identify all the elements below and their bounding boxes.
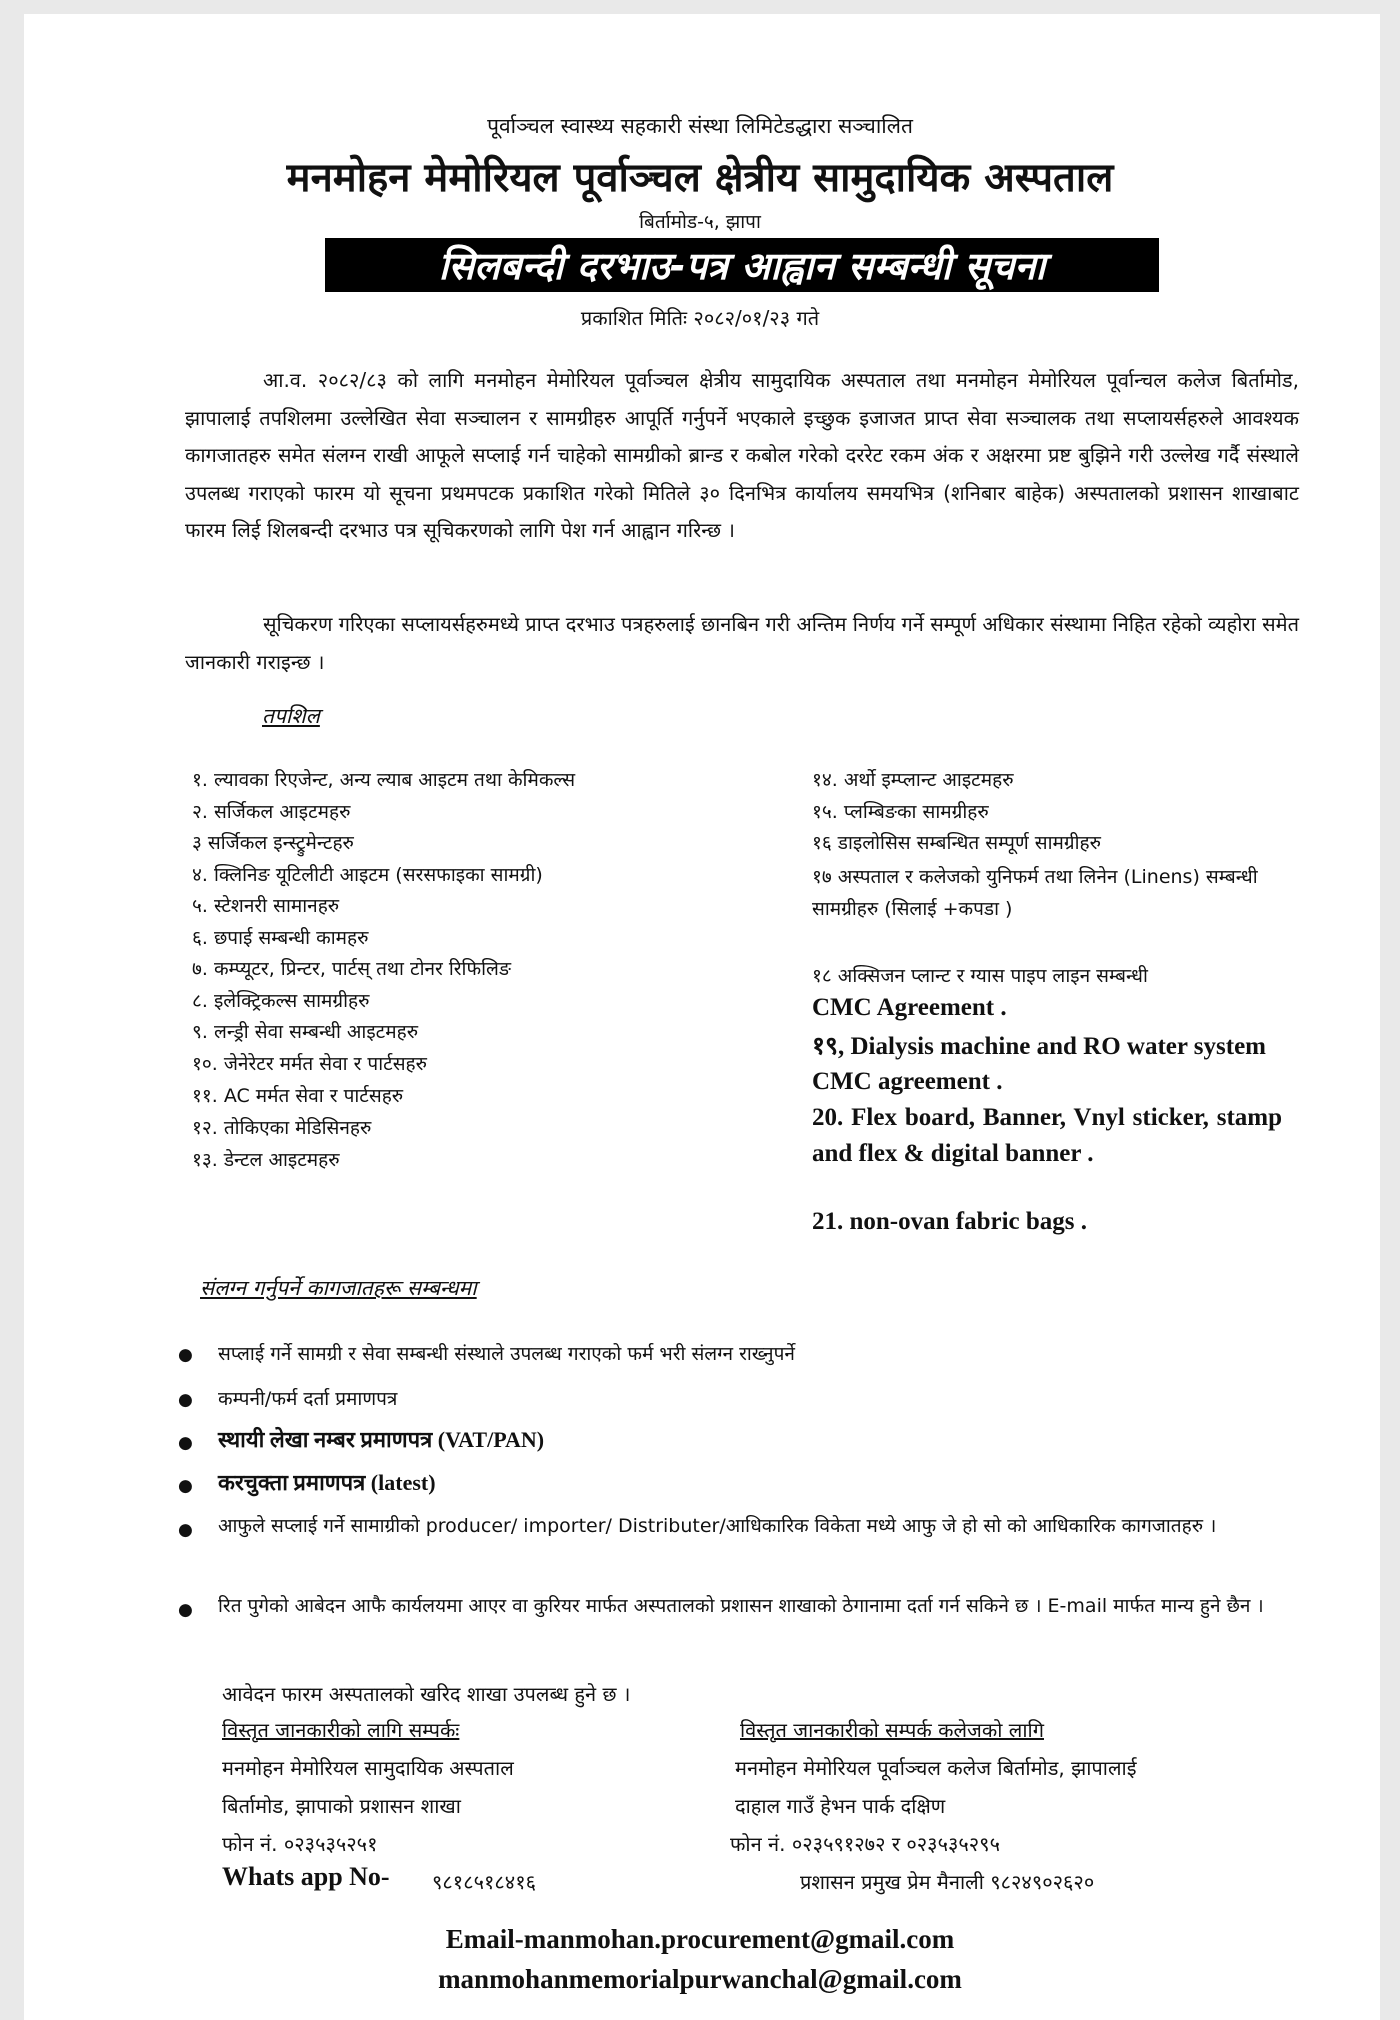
- hospital-phone: फोन नं. ०२३५३५२५१: [222, 1832, 378, 1856]
- list-item: १४. अर्थो इम्प्लान्ट आइटमहरु: [812, 769, 1014, 791]
- list-item: १. ल्यावका रिएजेन्ट, अन्य ल्याब आइटम तथा केमिकल्स: [192, 769, 576, 791]
- document-item: करचुक्ता प्रमाणपत्र (latest): [218, 1470, 436, 1495]
- college-contact-heading: विस्तृत जानकारीको सम्पर्क कलेजको लागि: [740, 1718, 1044, 1742]
- memorial-email: manmohanmemorialpurwanchal@gmail.com: [438, 1964, 962, 1994]
- list-item: 20. Flex board, Banner, Vnyl sticker, stamp and flex & digital banner .: [812, 1104, 1282, 1167]
- list-item: १८ अक्सिजन प्लान्ट र ग्यास पाइप लाइन सम्बन्धी: [812, 965, 1148, 987]
- notice-banner: सिलबन्दी दरभाउ-पत्र आह्वान सम्बन्धी सूचना: [325, 238, 1159, 292]
- hospital-contact-line: बिर्तामोड, झापाको प्रशासन शाखा: [222, 1794, 461, 1818]
- bullet-icon: ●: [178, 1476, 193, 1496]
- intro-paragraph-text: आ.व. २०८२/८३ को लागि मनमोहन मेमोरियल पूर्वाञ्चल क्षेत्रीय सामुदायिक अस्पताल तथा मनमोहन मेमोरियल पूर्वान्चल कलेज बिर्तामोड, झापालाई तपशिलमा उल्लेखित सेवा सञ्चालन र सामग्रीहरु आपूर्ति गर्नुपर्ने भएकाले इच्छुक इजाजत प्राप्त सेवा सञ्चालक तथा सप्लायर्सहरुले आवश्यक कागजातहरु समेत संलग्न राखी आफूले सप्लाई गर्न चाहेको सामग्रीको ब्रान्ड र कबोल गरेको दररेट रकम अंक र अक्षरमा प्रष्ट बुझिने गरी उल्लेख गर्दै संस्थाले उपलब्ध गराएको फारम यो सूचना प्रथमपटक प्रकाशित गरेको मितिले ३० दिनभित्र कार्यालय समयभित्र (शनिबार बाहेक) अस्पतालको प्रशासन शाखाबाट फारम लिई शिलबन्दी दरभाउ पत्र सूचिकरणको लागि पेश गर्न आह्वान गरिन्छ ।: [185, 368, 1299, 542]
- list-item: ९. लन्ड्री सेवा सम्बन्धी आइटमहरु: [192, 1021, 419, 1043]
- whatsapp-number: ९८१८५१८४१६: [432, 1870, 536, 1894]
- document-item: कम्पनी/फर्म दर्ता प्रमाणपत्र: [218, 1388, 398, 1410]
- hospital-title: मनमोहन मेमोरियल पूर्वाञ्चल क्षेत्रीय सामुदायिक अस्पताल: [286, 154, 1114, 201]
- intro-paragraph: [185, 362, 1299, 550]
- list-item: २. सर्जिकल आइटमहरु: [192, 801, 351, 823]
- document-item: आफुले सप्लाई गर्ने सामाग्रीको producer/ importer/ Distributer/आधिकारिक विकेता मध्ये आफु जे हो सो को आधिकारिक कागजातहरु ।: [218, 1515, 1217, 1537]
- form-availability-note: आवेदन फारम अस्पतालको खरिद शाखा उपलब्ध हुने छ ।: [222, 1682, 631, 1706]
- college-phone: फोन नं. ०२३५९१२७२ र ०२३५३५२९५: [730, 1832, 1000, 1856]
- organization-line: पूर्वाञ्चल स्वास्थ्य सहकारी संस्था लिमिटेडद्धारा सञ्चालित: [487, 114, 913, 138]
- second-paragraph-text: सूचिकरण गरिएका सप्लायर्सहरुमध्ये प्राप्त दरभाउ पत्रहरुलाई छानबिन गरी अन्तिम निर्णय गर्ने सम्पूर्ण अधिकार संस्थामा निहित रहेको व्यहोरा समेत जानकारी गराइन्छ ।: [185, 612, 1299, 674]
- list-item: १०. जेनेरेटर मर्मत सेवा र पार्टसहरु: [192, 1053, 427, 1075]
- location-line: बिर्तामोड-५, झापा: [639, 211, 761, 233]
- published-date: प्रकाशित मितिः २०८२/०१/२३ गते: [580, 306, 820, 330]
- list-item: १९, Dialysis machine and RO water system CMC agreement .: [812, 1033, 1267, 1095]
- list-item: १६ डाइलोसिस सम्बन्धित सम्पूर्ण सामग्रीहरु: [812, 832, 1101, 854]
- list-item: १७ अस्पताल र कलेजको युनिफर्म तथा लिनेन (Linens) सम्बन्धी सामग्रीहरु (सिलाई +कपडा ): [812, 866, 1258, 920]
- document-item: सप्लाई गर्ने सामग्री र सेवा सम्बन्धी संस्थाले उपलब्ध गराएको फर्म भरी संलग्न राख्नुपर्ने: [218, 1343, 795, 1365]
- college-contact-line: दाहाल गाउँ हेभन पार्क दक्षिण: [735, 1794, 946, 1818]
- list-item: ८. इलेक्ट्रिकल्स सामग्रीहरु: [192, 990, 370, 1012]
- whatsapp-label: Whats app No-: [222, 1862, 390, 1891]
- bullet-icon: ●: [178, 1390, 193, 1410]
- bullet-icon: ●: [178, 1600, 193, 1620]
- list-item: 21. non-ovan fabric bags .: [812, 1208, 1088, 1235]
- list-item: १२. तोकिएका मेडिसिनहरु: [192, 1117, 372, 1139]
- hospital-contact-heading: विस्तृत जानकारीको लागि सम्पर्कः: [222, 1718, 460, 1742]
- list-item: CMC Agreement .: [812, 994, 1007, 1021]
- list-item: ७. कम्प्यूटर, प्रिन्टर, पार्टस् तथा टोनर रिफिलिङ: [192, 958, 512, 980]
- document-item: स्थायी लेखा नम्बर प्रमाणपत्र (VAT/PAN): [218, 1427, 545, 1452]
- bullet-icon: ●: [178, 1345, 193, 1365]
- schedule-heading: तपशिल: [262, 704, 320, 728]
- list-item: ५. स्टेशनरी सामानहरु: [192, 895, 340, 917]
- list-item: ६. छपाई सम्बन्धी कामहरु: [192, 927, 369, 949]
- procurement-email: Email-manmohan.procurement@gmail.com: [445, 1924, 955, 1954]
- list-item: ४. क्लिनिङ यूटिलीटी आइटम (सरसफाइका सामग्री): [192, 864, 543, 886]
- list-item: ११. AC मर्मत सेवा र पार्टसहरु: [192, 1085, 404, 1107]
- bullet-icon: ●: [178, 1520, 193, 1540]
- list-item: १५. प्लम्बिङका सामग्रीहरु: [812, 801, 989, 823]
- hospital-contact-line: मनमोहन मेमोरियल सामुदायिक अस्पताल: [222, 1756, 514, 1780]
- admin-chief-contact: प्रशासन प्रमुख प्रेम मैनाली ९८२४९०२६२०: [800, 1870, 1095, 1894]
- second-paragraph: [185, 606, 1299, 681]
- documents-heading: संलग्न गर्नुपर्ने कागजातहरू सम्बन्धमा: [200, 1276, 477, 1300]
- list-item: १३. डेन्टल आइटमहरु: [192, 1149, 340, 1171]
- list-item: ३ सर्जिकल इन्स्ट्रुमेन्टहरु: [192, 832, 354, 854]
- document-item: रित पुगेको आबेदन आफै कार्यलयमा आएर वा कुरियर मार्फत अस्पतालको प्रशासन शाखाको ठेगानामा दर्ता गर्न सकिने छ । E-mail मार्फत मान्य हुने छैन ।: [218, 1595, 1264, 1617]
- bullet-icon: ●: [178, 1433, 193, 1453]
- college-contact-line: मनमोहन मेमोरियल पूर्वाञ्चल कलेज बिर्तामोड, झापालाई: [735, 1756, 1137, 1780]
